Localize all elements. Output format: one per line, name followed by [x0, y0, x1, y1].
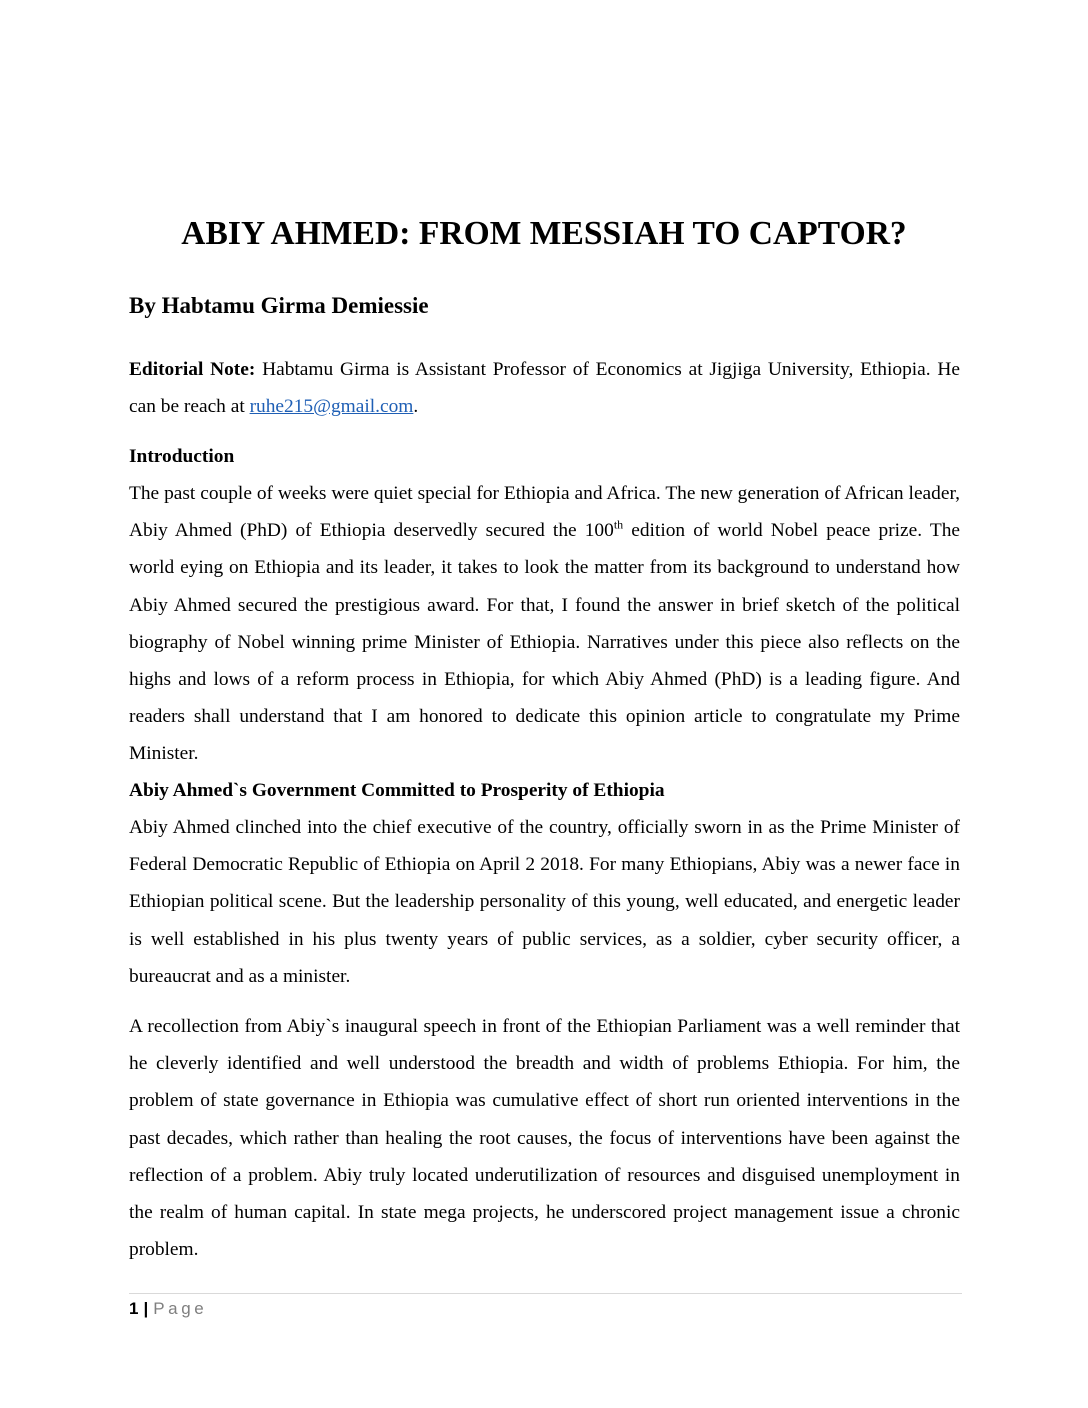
intro-text-end: edition of world Nobel peace prize. The world eying on Ethiopia and its leader, it takes to look the matter from its background to understand how Abiy Ahmed secured the prestigious award. For that, I found the answer in brief sketch of the political biography of Nobel winning prime Minister of Ethiopia. Narratives under this piece also reflects on the highs and lows of a reform process in Ethiopia, for which Abiy Ahmed (PhD) is a leading figure. And readers shall understand that I am honored to dedicate this opinion article to congratulate my Prime Minister. — [129, 520, 960, 765]
editorial-note — [129, 351, 960, 425]
editorial-note-end: . — [413, 396, 419, 418]
section-heading-government: Abiy Ahmed`s Government Committed to Prosperity of Ethiopia — [129, 780, 665, 801]
byline: By Habtamu Girma Demiessie — [129, 293, 429, 318]
section-heading-introduction: Introduction — [129, 446, 235, 467]
document-page — [129, 0, 960, 1408]
editorial-note-label: Editorial Note: — [129, 359, 256, 380]
document-title: ABIY AHMED: FROM MESSIAH TO CAPTOR? — [181, 215, 907, 252]
page-footer — [129, 1297, 207, 1321]
footer-page-label: Page — [153, 1299, 208, 1318]
footer-separator: | — [143, 1299, 149, 1318]
introduction-paragraph — [129, 475, 960, 773]
author-email-link[interactable]: ruhe215@gmail.com — [249, 396, 414, 418]
superscript-th: th — [613, 517, 624, 532]
editorial-note-text: Habtamu Girma is Assistant Professor of Economics at Jigjiga University, Ethiopia. He can be reach at — [129, 359, 960, 418]
footer-page-number: 1 — [129, 1299, 139, 1318]
footer-divider — [129, 1293, 962, 1294]
government-paragraph-1: Abiy Ahmed clinched into the chief executive of the country, officially sworn in as the Prime Minister of Federal Democratic Republic of Ethiopia on April 2 2018. For many Ethiopians, Abiy was a newer face in Ethiopian political scene. But the leadership personality of this young, well educated, and energetic leader is well established in his plus twenty years of public services, as a soldier, cyber security officer, a bureaucrat and as a minister. — [129, 817, 960, 987]
government-paragraph-2: A recollection from Abiy`s inaugural speech in front of the Ethiopian Parliament was a well reminder that he cleverly identified and well understood the breadth and width of problems Ethiopia. For him, the problem of state governance in Ethiopia was cumulative effect of short run oriented interventions in the past decades, which rather than healing the root causes, the focus of interventions have been against the reflection of a problem. Abiy truly located underutilization of resources and disguised unemployment in the realm of human capital. In state mega projects, he underscored project management issue a chronic problem. — [129, 1016, 960, 1261]
intro-text-start: The past couple of weeks were quiet special for Ethiopia and Africa. The new generation of African leader, Abiy Ahmed (PhD) of Ethiopia deservedly secured the 100 — [129, 483, 960, 542]
